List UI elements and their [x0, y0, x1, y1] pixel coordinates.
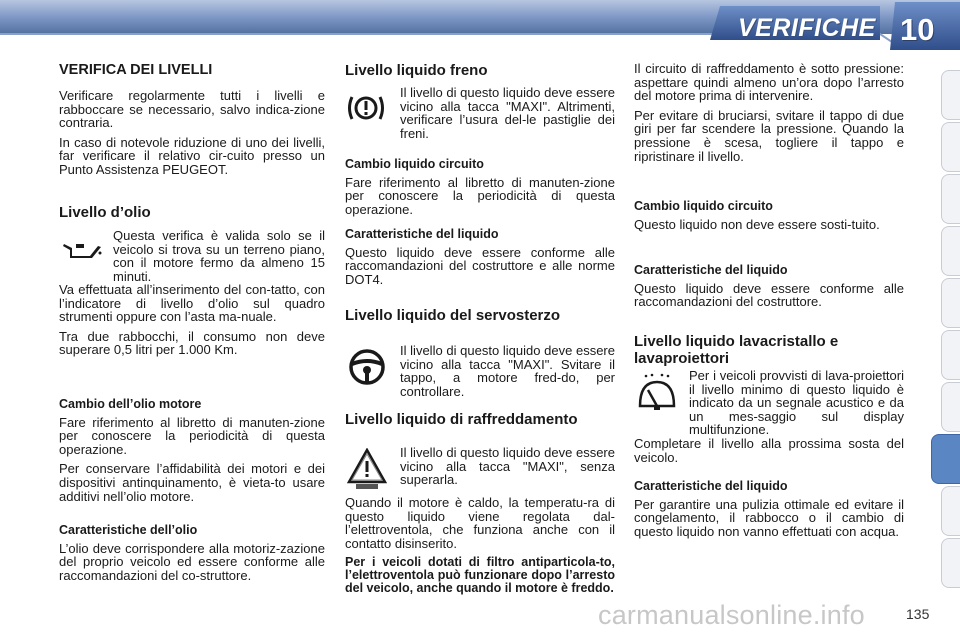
wash-paragraph-2: Completare il livello alla prossima sosta del veicolo.: [634, 436, 904, 465]
cool-char-block: [634, 264, 904, 315]
tab-5[interactable]: [941, 278, 960, 328]
wash-char-text: Per garantire una pulizia ottimale ed evitare il congelamento, il rabbocco o il cambio di questo liquido non vanno effettuati con acqua.: [634, 496, 904, 539]
cool-bold-note: Per i veicoli dotati di filtro antiparticola-to, l’elettroventola può funzionare dopo l’arresto del veicolo, anche quando il motore è freddo.: [345, 555, 615, 596]
tab-10[interactable]: [941, 538, 960, 588]
tab-6[interactable]: [941, 330, 960, 380]
wash-heading: Livello liquido lavacristallo e lavaproiettori: [634, 333, 839, 367]
steer-section: [345, 307, 615, 324]
wash-details: [634, 437, 904, 470]
tab-4[interactable]: [941, 226, 960, 276]
col3-intro: [634, 62, 904, 169]
oil-char-block: [59, 524, 325, 588]
intro-paragraph-2: In caso di notevole riduzione di uno dei livelli, far verificare il relativo cir-cuito presso un Punto Assistenza PEUGEOT.: [59, 134, 325, 177]
cool-char-heading: Caratteristiche del liquido: [634, 263, 788, 277]
tab-9[interactable]: [941, 486, 960, 536]
oil-char-heading: Caratteristiche dell’olio: [59, 523, 198, 537]
brake-text: Il livello di questo liquido deve essere vicino alla tacca "MAXI". Altrimenti, verificare l’usura del-le pastiglie dei freni.: [400, 85, 615, 141]
oil-section: [59, 204, 325, 221]
cool-details: [345, 496, 615, 601]
cool-char-text: Questo liquido deve essere conforme alle raccomandazioni del costruttore.: [634, 280, 904, 310]
wash-char-heading: Caratteristiche del liquido: [634, 479, 788, 493]
chapter-tabs: [930, 70, 960, 590]
brake-char-text: Questo liquido deve essere conforme alle raccomandazioni del costruttore e alle norme DOT4.: [345, 244, 615, 287]
cool-section: [345, 411, 620, 428]
tab-7[interactable]: [941, 382, 960, 432]
wash-section: [634, 333, 904, 367]
steer-heading: Livello liquido del servosterzo: [345, 307, 561, 324]
brake-section: [345, 62, 615, 79]
brake-char-heading: Caratteristiche del liquido: [345, 227, 499, 241]
intro-paragraph-1: Verificare regolarmente tutti i livelli e rabboccare se necessario, salvo indica-zione contraria.: [59, 88, 325, 131]
oil-change-heading: Cambio dell’olio motore: [59, 397, 202, 411]
watermark: carmanualsonline.info: [598, 600, 865, 630]
oil-details: [59, 283, 325, 363]
col1-title-block: [59, 62, 325, 78]
oil-change-block: [59, 398, 325, 509]
chapter-number: 10: [900, 12, 935, 47]
tab-active[interactable]: [931, 434, 960, 484]
oil-can-icon: [60, 236, 102, 262]
cool-heading: Livello liquido di raffreddamento: [345, 411, 578, 428]
coolant-warning-icon: [347, 448, 387, 490]
oil-change-text-2: Per conservare l’affidabilità dei motori e dei dispositivi antinquinamento, è vieta-to usare additivi nell’olio motore.: [59, 461, 325, 504]
brake-char-block: [345, 228, 615, 292]
col1-intro: [59, 89, 325, 183]
tab-1[interactable]: [941, 70, 960, 120]
cool-change-block: [634, 200, 904, 237]
oil-paragraph-2: Va effettuata all’inserimento del con-tatto, con l’indicatore di livello d’olio sul quadro strumenti oppure con l’asta ma-nuale.: [59, 282, 325, 325]
page-number: 135: [906, 606, 930, 622]
oil-paragraph-3: Tra due rabbocchi, il consumo non deve superare 0,5 litri per 1.000 Km.: [59, 328, 325, 358]
cap-instructions: Per evitare di bruciarsi, svitare il tappo di due giri per far scendere la pressione. Quando la pressione è scesa, togliere il tappo e ripristinare il livello.: [634, 107, 904, 164]
steer-text: Il livello di questo liquido deve essere vicino alla tacca "MAXI". Svitare il tappo, a motore fred-do, per controllare.: [400, 343, 615, 399]
oil-change-text-1: Fare riferimento al libretto di manuten-zione per conoscere la periodicità di questa operazione.: [59, 414, 325, 457]
chapter-title: VERIFICHE: [738, 14, 876, 42]
brake-warning-icon: [346, 92, 386, 124]
cool-change-heading: Cambio liquido circuito: [634, 199, 773, 213]
brake-change-block: [345, 158, 615, 222]
oil-char-text: L’olio deve corrispondere alla motoriz-zazione del proprio veicolo ed essere conforme alle raccomandazioni del co-struttore.: [59, 540, 325, 583]
oil-text-1: Questa verifica è valida solo se il veicolo si trova su un terreno piano, con il motore fermo da almeno 15 minuti.: [113, 228, 325, 284]
brake-heading: Livello liquido freno: [345, 62, 488, 79]
washer-icon: [636, 372, 678, 412]
page-header: [0, 0, 960, 52]
cool-text: Il livello di questo liquido deve essere vicino alla tacca "MAXI", senza superarla.: [400, 445, 615, 488]
steering-wheel-icon: [348, 348, 386, 386]
cool-paragraph-2: Quando il motore è caldo, la temperatu-ra di questo liquido viene regolata dal-l’elettroventola, che funziona anche con il contatto disinserito.: [345, 495, 615, 551]
pressure-warning: Il circuito di raffreddamento è sotto pressione: aspettare quindi almeno un’ora dopo l’arresto del motore prima di intervenire.: [634, 61, 904, 104]
tab-2[interactable]: [941, 122, 960, 172]
brake-change-heading: Cambio liquido circuito: [345, 157, 484, 171]
tab-3[interactable]: [941, 174, 960, 224]
wash-char-block: [634, 480, 904, 544]
wash-text-part: Per i veicoli provvisti di lava-proiettori il livello minimo di questo liquido è indicato da un segnale acustico e da un mes-saggio sul display multifunzione.: [689, 368, 904, 438]
section-title: VERIFICA DEI LIVELLI: [59, 62, 213, 78]
cool-change-text: Questo liquido non deve essere sosti-tuito.: [634, 216, 880, 232]
brake-change-text: Fare riferimento al libretto di manuten-zione per conoscere la periodicità di questa operazione.: [345, 174, 615, 217]
oil-heading: Livello d’olio: [59, 204, 151, 221]
